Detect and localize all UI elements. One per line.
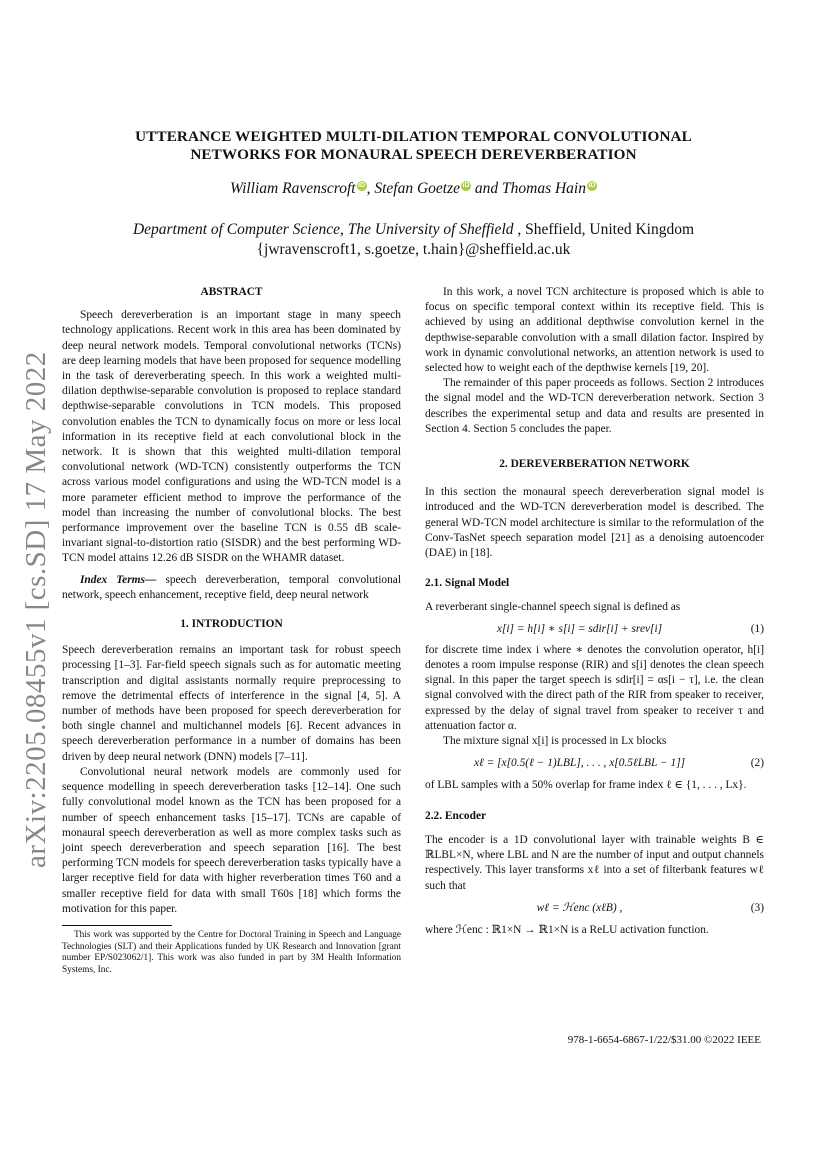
location: , Sheffield, United Kingdom [513,221,695,238]
equation-2-body: xℓ = [x[0.5(ℓ − 1)LBL], . . . , x[0.5ℓLBL − 1]] [473,757,686,770]
paper-title [90,128,737,164]
encoder-paragraph: The encoder is a 1D convolutional layer with trainable weights B ∈ ℝLBL×N, where LBL and N are the number of input and output channels respectively. This layer transforms xℓ into a set of filterbank features wℓ such that [425,833,764,892]
orcid-icon[interactable]: iD [358,182,366,189]
author-separator: and [471,180,502,197]
equation-2-number: (2) [750,757,764,770]
footnote: This work was supported by the Centre for Doctoral Training in Speech and Language Technologies (SLT) and their Applications funded by UK Research and Innovation [grant number EP/S023062/1]. This work was also funded in part by 3M Health Information Systems, Inc. [62,929,401,975]
author-list [90,180,737,198]
subsection-2-1-heading: 2.1. Signal Model [425,577,510,590]
equation-1 [425,622,764,637]
equation-1-number: (1) [750,622,764,635]
equation-3-number: (3) [750,901,764,914]
orcid-icon[interactable]: iD [462,182,470,189]
section-2-paragraph: In this section the monaural speech dereverberation signal model is introduced and the WD-TCN dereverberation model is described. The general WD-TCN model architecture is similar to the reformulation of the Conv-TasNet speech separation model [21] as a denoising autoencoder (DAE) in [18]. [425,486,764,560]
equation-2 [425,756,764,771]
signal-model-paragraph: for discrete time index i where ∗ denotes the convolution operator, h[i] denotes a room impulse response (RIR) and s[i] denotes the clean speech signal. In this paper the target speech is sdir[i] = αs[i − τ], i.e. the clean signal convolved with the direct path of the RIR from speaker to receiver, expressed by the delay of signal travel from speaker to receiver τ and attenuation factor α. [425,643,764,732]
intro-paragraph-3: In this work, a novel TCN architecture is proposed which is able to focus on specific temporal context within its receptive field. This is achieved by using an additional depthwise convolution kernel in the depthwise-separable convolution with a small dilation factor. Inspired by work in dynamic convolutional networks, an attention network is used to selected how to weight each of the depthwise kernels [19, 20]. [425,286,764,375]
university: The University of Sheffield [347,221,514,238]
abstract-text: Speech dereverberation is an important stage in many speech technology applications. Recent work in this area has been dominated by deep neural network models. Temporal convolutional networks (TCNs) are deep learning models that have been proposed for sequence modelling in the task of dereverberating speech. In this work a weighted multi-dilation depthwise-separable convolution is proposed to replace standard depthwise-separable convolutions in TCN models. This proposed convolution enables the TCN to dynamically focus on more or less local information in its receptive field at each convolutional block in the network. It is shown that this weighted multi-dilation temporal convolutional network (WD-TCN) consistently outperforms the TCN across various model configurations and using the WD-TCN model is a more parameter efficient method to improve the performance of the model than increasing the number of convolutional blocks. The best performance improvement over the baseline TCN is 0.55 dB scale-invariant signal-to-distortion ratio (SISDR) and the best performing WD-TCN model attains 12.26 dB SISDR on the WHAMR dataset. [62,309,401,565]
equation-3-body: wℓ = ℋenc (xℓB) , [536,901,623,914]
left-column [62,285,401,976]
affiliation [90,220,737,260]
activation-paragraph: where ℋenc : ℝ1×N → ℝ1×N is a ReLU activation function. [425,923,709,936]
index-terms-label: Index Terms— [80,573,157,586]
arxiv-stamp: arXiv:2205.08455v1 [cs.SD] 17 May 2022 [20,351,52,868]
abstract-heading: ABSTRACT [200,286,263,298]
affil-separator: , [340,221,348,238]
intro-paragraph-2: Convolutional neural network models are commonly used for sequence modelling in speech dereverberation tasks [12–14]. One such fully convolutional model known as the TCN has been proposed for a number of speech enhancement tasks [15–17]. TCNs are capable of monaural speech dereverberation as well as more complex tasks such as joint speech dereverberation and speech separation [16]. The best performing TCN models for speech dereverberation tasks typically have a larger receptive field for data with higher reverberation times T60 and a smaller receptive field for data with small T60s [18] which forms the motivation for this paper. [62,765,401,915]
section-2-heading: 2. DEREVERBERATION NETWORK [499,458,690,471]
equation-3 [425,901,764,916]
department: Department of Computer Science [132,221,341,238]
mixture-paragraph: The mixture signal x[i] is processed in Lx blocks [443,735,667,748]
intro-heading: 1. INTRODUCTION [180,618,283,631]
intro-paragraph-1: Speech dereverberation remains an important task for robust speech processing [1–3]. Far-field speech signals such as for automatic meeting transcription and digital assistants normally require preprocessing to remove the detrimental effects of interference in the signal [4, 5]. A number of methods have been proposed for speech dereverberation for both single channel and multichannel models [6]. Recent advances in speech dereverberation performance in a number of domains has been driven by deep neural network (DNN) models [7–11]. [62,644,401,763]
orcid-icon[interactable]: iD [588,182,596,189]
author-3: Thomas Hain [502,180,586,197]
intro-paragraph-4: The remainder of this paper proceeds as follows. Section 2 introduces the signal model and the WD-TCN dereverberation network. Section 3 describes the experimental setup and data and results are presented in Section 4. Section 5 concludes the paper. [425,377,764,435]
copyright-notice: 978-1-6654-6867-1/22/$31.00 ©2022 IEEE [567,1034,761,1046]
emails: {jwravenscroft1, s.goetze, t.hain}@sheffield.ac.uk [256,241,571,258]
author-separator: , [366,180,375,197]
signal-model-intro: A reverberant single-channel speech signal is defined as [425,601,681,614]
frame-paragraph: of LBL samples with a 50% overlap for frame index ℓ ∈ {1, . . . , Lx}. [425,779,747,792]
affiliation-line [90,220,737,240]
right-column [425,285,764,938]
author-1: William Ravenscroft [230,180,356,197]
title-line-1: UTTERANCE WEIGHTED MULTI-DILATION TEMPORAL CONVOLUTIONAL [135,128,692,145]
subsection-2-2-heading: 2.2. Encoder [425,809,487,822]
author-2: Stefan Goetze [374,180,460,197]
title-line-2: NETWORKS FOR MONAURAL SPEECH DEREVERBERATION [190,146,637,163]
index-terms [62,573,401,603]
equation-1-body: x[i] = h[i] ∗ s[i] = sdir[i] + srev[i] [496,622,663,635]
index-terms-text: speech dereverberation, temporal convolutional network, speech enhancement, receptive field, deep neural network [62,573,401,601]
footnote-rule [62,925,172,926]
